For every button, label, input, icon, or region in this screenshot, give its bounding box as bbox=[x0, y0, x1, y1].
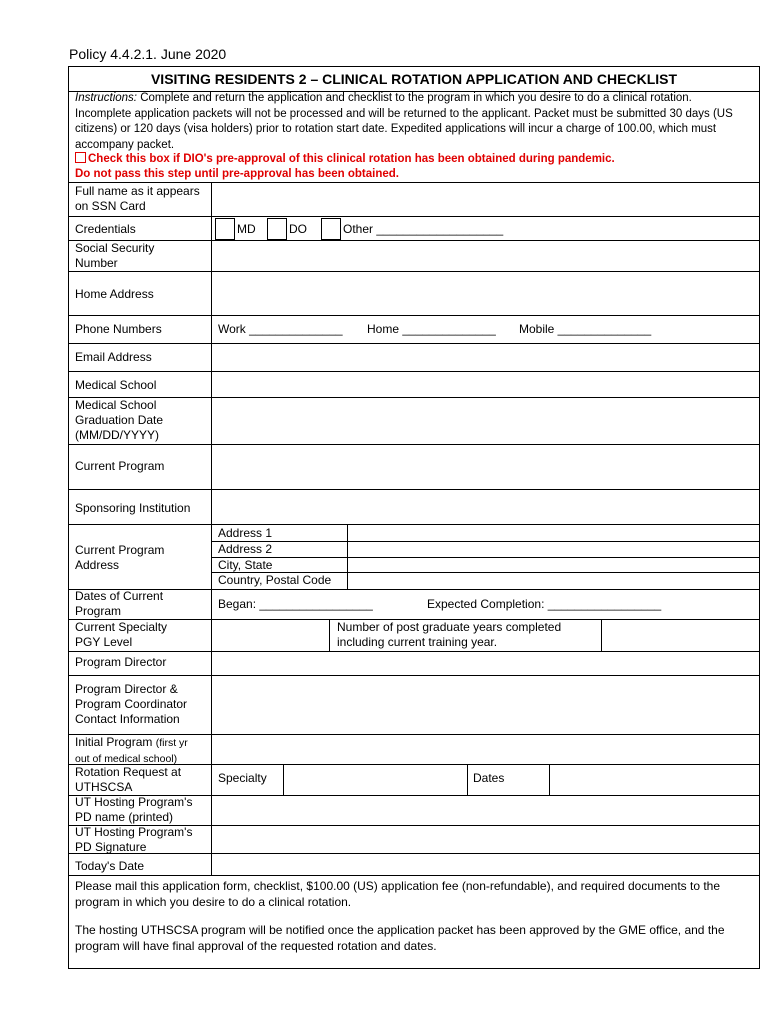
specialty-label: Specialty bbox=[218, 771, 267, 785]
pgy-note: Number of post graduate years completed including current training year. bbox=[337, 620, 562, 649]
pandemic-warning bbox=[75, 152, 615, 182]
pd-name-label: UT Hosting Program's PD name (printed) bbox=[75, 795, 193, 824]
sponsoring-institution-label: Sponsoring Institution bbox=[75, 501, 191, 515]
city-state-label: City, State bbox=[218, 558, 273, 572]
initial-program-text: Initial Program bbox=[75, 735, 153, 749]
program-address-label: Current Program Address bbox=[75, 543, 165, 572]
expected-completion-field: Expected Completion: _________________ bbox=[427, 597, 662, 611]
address1-label: Address 1 bbox=[218, 526, 273, 540]
row-divider bbox=[69, 271, 759, 272]
pgy-divider bbox=[329, 619, 330, 651]
row-divider bbox=[69, 651, 759, 652]
specialty-pgy-label: Current Specialty PGY Level bbox=[75, 620, 168, 649]
pd-signature-label: UT Hosting Program's PD Signature bbox=[75, 825, 193, 854]
row-divider bbox=[69, 182, 759, 183]
full-name-label: Full name as it appears on SSN Card bbox=[75, 184, 200, 213]
country-postal-label: Country, Postal Code bbox=[218, 573, 332, 587]
instructions bbox=[75, 91, 751, 153]
instructions-lead: Instructions: bbox=[75, 92, 137, 104]
address-divider bbox=[211, 557, 759, 558]
row-divider bbox=[69, 489, 759, 490]
phone-home: Home ______________ bbox=[367, 322, 496, 336]
credentials-label: Credentials bbox=[75, 222, 136, 236]
row-divider bbox=[69, 343, 759, 344]
policy-number: Policy 4.4.2.1. June 2020 bbox=[69, 46, 227, 62]
rotation-divider bbox=[283, 764, 284, 795]
mailing-instructions: Please mail this application form, checklist, $100.00 (US) application fee (non-refundable), and required documents to the program in which you desire to do a clinical rotation. bbox=[75, 879, 721, 909]
ssn-label: Social Security Number bbox=[75, 241, 155, 270]
email-label: Email Address bbox=[75, 350, 152, 364]
row-divider bbox=[69, 444, 759, 445]
initial-program-note: (first yr out of medical school) bbox=[75, 737, 188, 765]
instructions-text: Complete and return the application and checklist to the program in which you desire to do a clinical rotation. Incomplete application packets will not be processed and will be returned to the applicant. Packet must be submitted 30 days (US citizens) or 120 days (visa holders) prior to rotation start date. Expedited applications will incur a charge of 100.00, which must accompany packet. bbox=[75, 92, 733, 151]
row-divider bbox=[69, 875, 759, 876]
do-checkbox[interactable] bbox=[267, 218, 287, 240]
phone-mobile: Mobile ______________ bbox=[519, 322, 652, 336]
dates-label: Dates bbox=[473, 771, 505, 785]
row-divider bbox=[69, 524, 759, 525]
row-divider bbox=[69, 315, 759, 316]
row-divider bbox=[69, 371, 759, 372]
address-column-divider bbox=[347, 524, 348, 589]
md-label: MD bbox=[237, 222, 256, 236]
other-checkbox[interactable] bbox=[321, 218, 341, 240]
home-address-label: Home Address bbox=[75, 287, 154, 301]
rotation-divider bbox=[549, 764, 550, 795]
graduation-date-label: Medical School Graduation Date (MM/DD/YYYY) bbox=[75, 398, 164, 442]
other-label: Other ___________________ bbox=[343, 222, 504, 236]
warning-line1: Check this box if DIO's pre-approval of this clinical rotation has been obtained during pandemic. bbox=[88, 153, 615, 165]
form-title: VISITING RESIDENTS 2 – CLINICAL ROTATION APPLICATION AND CHECKLIST bbox=[69, 67, 759, 92]
address2-label: Address 2 bbox=[218, 542, 273, 556]
initial-program-label bbox=[75, 735, 205, 767]
approval-note: The hosting UTHSCSA program will be notified once the application packet has been approved by the GME office, and the program will have final approval of the requested rotation and dates. bbox=[75, 923, 725, 953]
row-divider bbox=[69, 216, 759, 217]
row-divider bbox=[69, 675, 759, 676]
phone-work: Work ______________ bbox=[218, 322, 343, 336]
dates-program-label: Dates of Current Program bbox=[75, 589, 164, 618]
address-divider bbox=[211, 541, 759, 542]
application-form bbox=[68, 66, 760, 969]
label-column-divider bbox=[211, 182, 212, 875]
rotation-request-label: Rotation Request at UTHSCSA bbox=[75, 765, 182, 794]
medical-school-label: Medical School bbox=[75, 378, 157, 392]
phone-label: Phone Numbers bbox=[75, 322, 162, 336]
rotation-divider bbox=[467, 764, 468, 795]
do-label: DO bbox=[289, 222, 307, 236]
dio-preapproval-checkbox[interactable] bbox=[75, 152, 86, 163]
md-checkbox[interactable] bbox=[215, 218, 235, 240]
todays-date-label: Today's Date bbox=[75, 859, 144, 873]
warning-line2: Do not pass this step until pre-approval has been obtained. bbox=[75, 168, 399, 180]
began-field: Began: _________________ bbox=[218, 597, 373, 611]
program-director-label: Program Director bbox=[75, 655, 167, 669]
pd-contact-label: Program Director & Program Coordinator Contact Information bbox=[75, 682, 188, 726]
pgy-divider bbox=[601, 619, 602, 651]
current-program-label: Current Program bbox=[75, 459, 165, 473]
